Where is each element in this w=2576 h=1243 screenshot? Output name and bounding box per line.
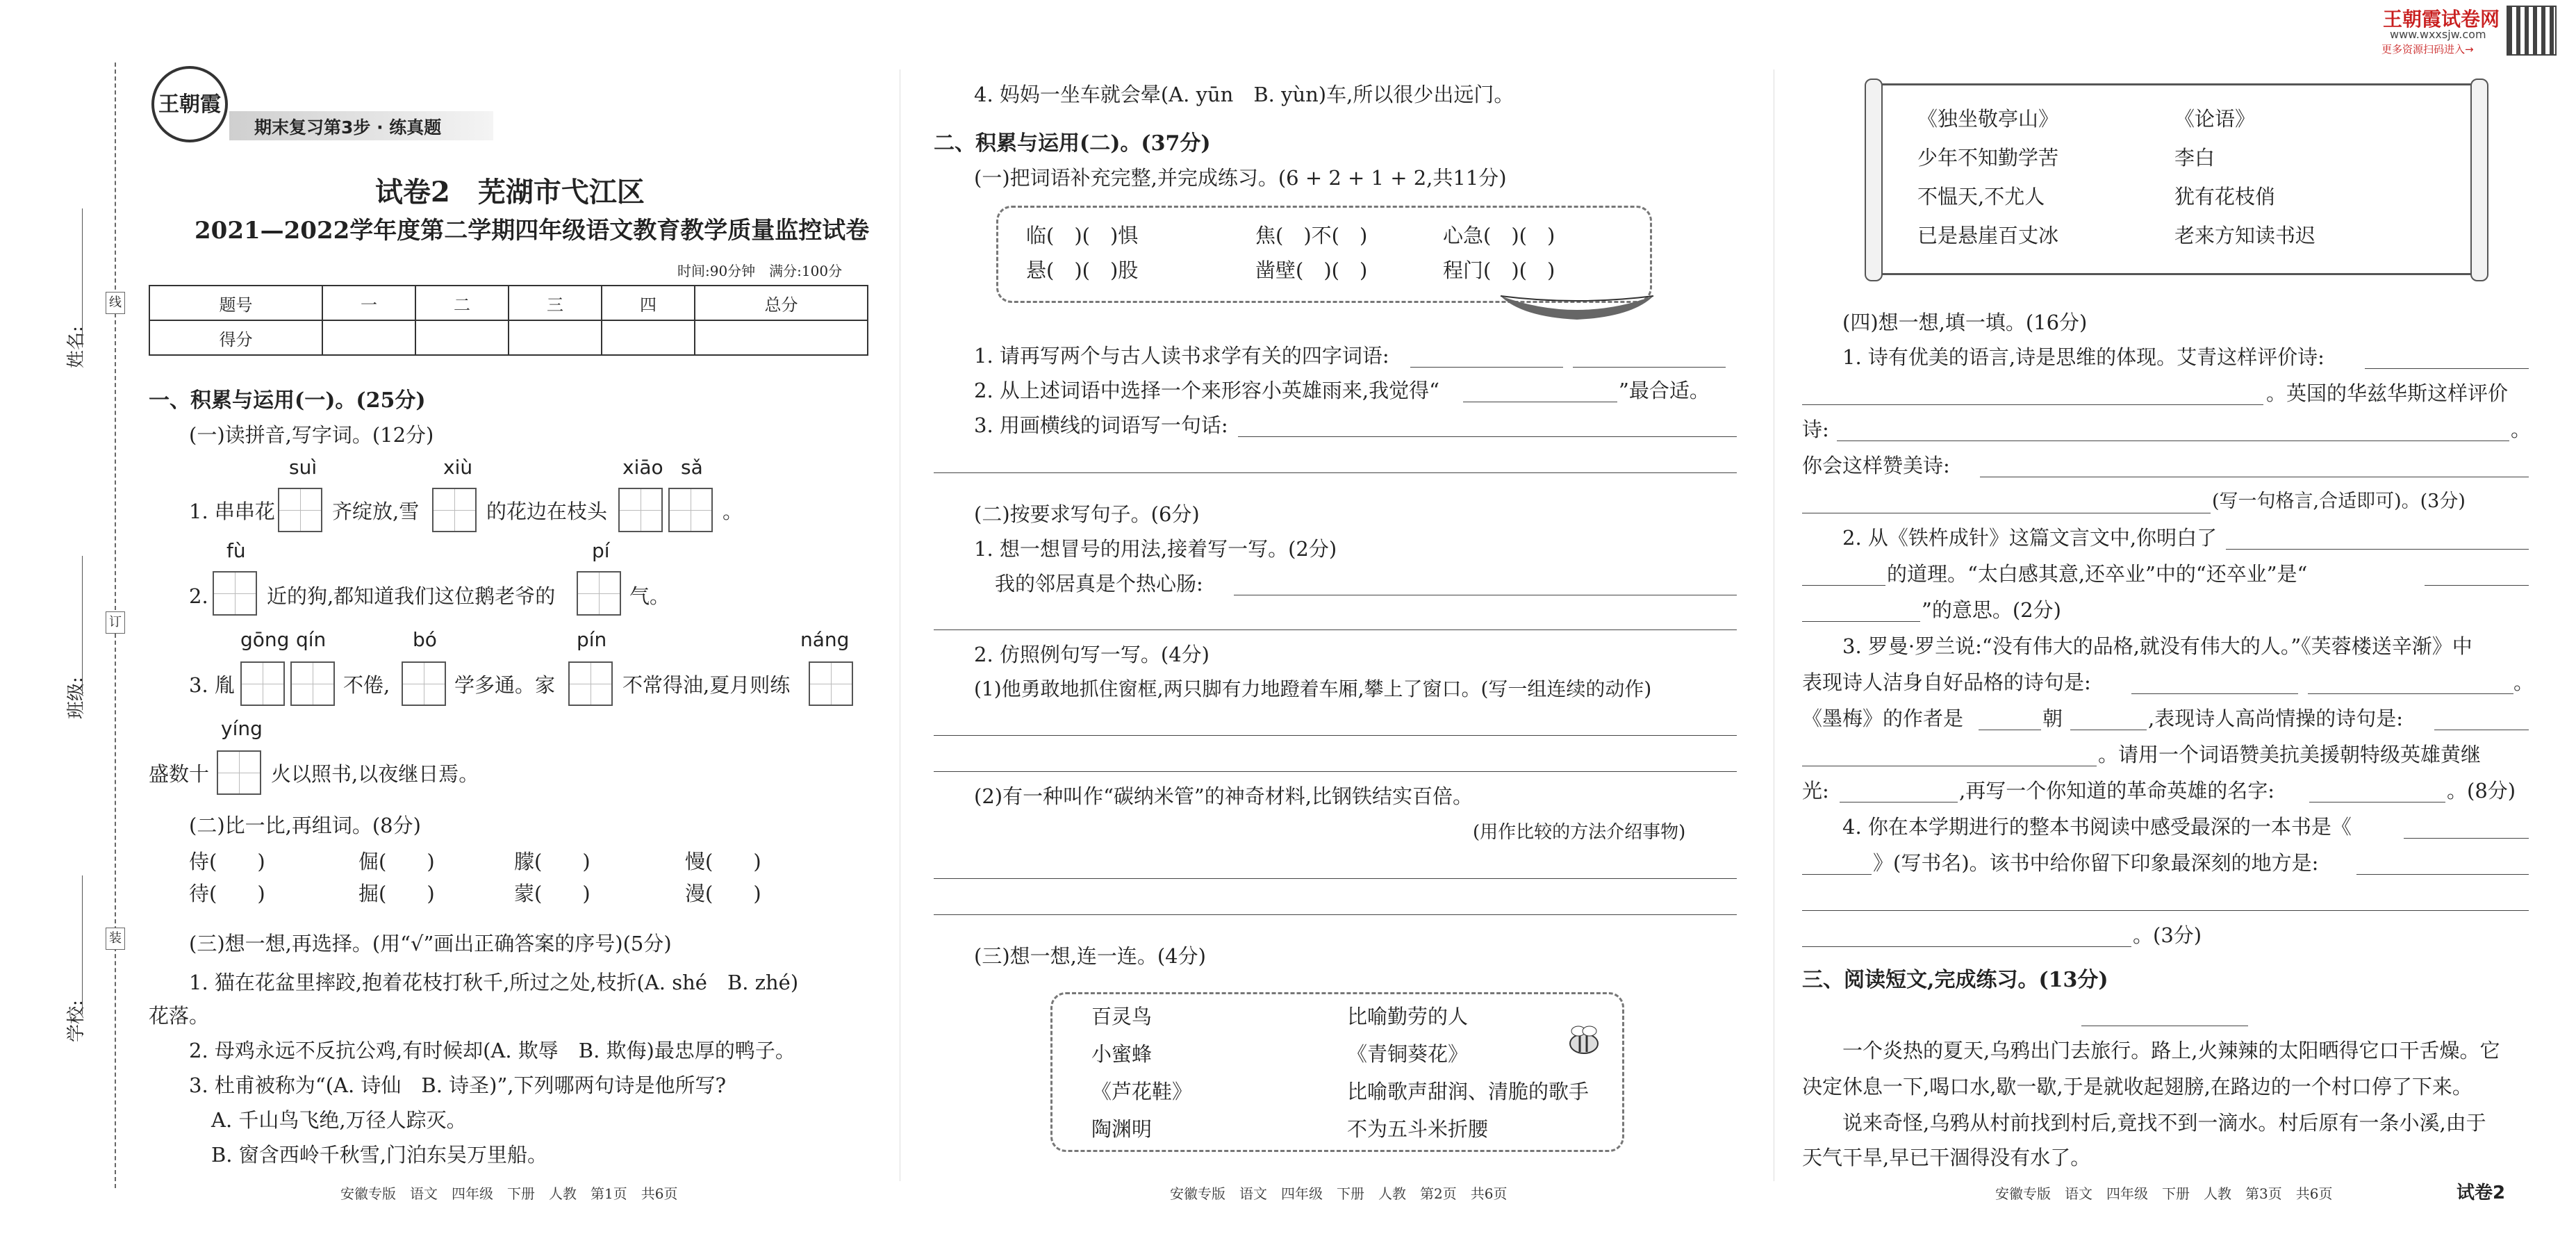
q1-line1-text: 的花边在枝头 [486, 500, 608, 523]
p3-q4-3f: ,表现诗人高尚情操的诗句是: [2148, 707, 2403, 730]
section2-title: 二、积累与运用(二)。(37分) [934, 131, 1211, 156]
char-box[interactable] [668, 488, 713, 532]
school-label: 学校: [66, 1000, 87, 1042]
brand-name: 王朝霞试卷网 [2383, 8, 2500, 31]
q1-line1-text: 1. 串串花 [189, 500, 275, 523]
pinyin: náng [800, 628, 850, 651]
answer-blank[interactable] [934, 914, 1737, 915]
banner-text: 期末复习第3步 · 练真题 [254, 117, 442, 138]
answer-blank[interactable] [1802, 946, 2131, 947]
pinyin: suì [289, 456, 317, 479]
section1-title: 一、积累与运用(一)。(25分) [149, 388, 426, 413]
answer-blank[interactable] [2365, 368, 2529, 369]
answer-blank[interactable] [1802, 874, 1872, 875]
score-table [149, 285, 868, 356]
char-box[interactable] [568, 661, 613, 706]
scroll-left-item[interactable]: 不愠天,不尤人 [1917, 185, 2045, 208]
page-footer: 安徽专版 语文 四年级 下册 人教 第2页 共6页 [1170, 1185, 1508, 1202]
q3-option: A. 千山鸟飞绝,万径人踪灭。 [211, 1108, 467, 1132]
q1-line3-text: 不常得油,夏月则练 [622, 673, 791, 697]
reading-paragraph: 天气干旱,早已干涸得没有水了。 [1802, 1146, 2091, 1169]
p3-q4-2a: 2. 从《铁杵成针》这篇文言文中,你明白了 [1842, 526, 2218, 550]
q3-title: (三)想一想,再选择。(用“√”画出正确答案的序号)(5分) [189, 932, 672, 955]
q3-item: 花落。 [149, 1004, 210, 1028]
compare-item: 朦( ) [514, 850, 591, 873]
scroll-left-item[interactable]: 已是悬崖百丈冰 [1917, 224, 2059, 247]
reading-paragraph: 说来奇怪,乌鸦从村前找到村后,竟找不到一滴水。村后原有一条小溪,由于 [1842, 1111, 2486, 1135]
p3-q4-1b: 。英国的华兹华斯这样评价 [2266, 381, 2509, 405]
idiom: 程门( )( ) [1443, 258, 1555, 282]
char-box[interactable] [432, 488, 477, 532]
seal-mark-zhuang: 装 [106, 928, 125, 950]
pinyin: bó [413, 628, 437, 651]
compare-item: 倔( ) [358, 850, 435, 873]
score-cell[interactable] [322, 320, 415, 355]
p2-q1-1: 1. 请再写两个与古人读书求学有关的四字词语: [974, 344, 1389, 368]
brand-url: www.wxxsjw.com [2390, 28, 2486, 41]
q1-line2-text: 近的狗,都知道我们这位鹅老爷的 [267, 584, 556, 608]
p3-q4-1f: (写一句格言,合适即可)。(3分) [2212, 491, 2466, 512]
section3-title: 三、阅读短文,完成练习。(13分) [1802, 968, 2108, 992]
compare-item: 侍( ) [189, 850, 265, 873]
p3-q4-3h: 光: [1802, 779, 1829, 802]
pinyin: yíng [221, 717, 263, 740]
logo-text: 王朝霞 [158, 92, 221, 117]
char-box[interactable] [402, 661, 446, 706]
answer-blank[interactable] [2356, 874, 2529, 875]
pinyin: xiāo [622, 456, 663, 479]
answer-blank[interactable] [1238, 436, 1737, 437]
answer-blank[interactable] [1802, 910, 2529, 911]
q1-line2-text: 气。 [629, 584, 670, 608]
scroll-right-item[interactable]: 《论语》 [2174, 107, 2256, 131]
idiom: 临( )( )惧 [1026, 224, 1139, 247]
q1-line1-text: 。 [723, 500, 743, 523]
match-left[interactable]: 小蜜蜂 [1091, 1042, 1153, 1066]
brand-sub: 更多资源扫码进入→ [2381, 43, 2474, 56]
idiom: 心急( )( ) [1443, 224, 1555, 247]
p2-q1-title: (一)把词语补充完整,并完成练习。(6 + 2 + 1 + 2,共11分) [974, 166, 1507, 190]
p2-q2-title: (二)按要求写句子。(6分) [974, 502, 1200, 526]
score-cell[interactable] [415, 320, 509, 355]
match-right[interactable]: 《青铜葵花》 [1347, 1042, 1469, 1066]
p3-q4-4a: 4. 你在本学期进行的整本书阅读中感受最深的一本书是《 [1842, 815, 2352, 839]
pinyin: xiù [443, 456, 473, 479]
p3-q4-3b: 表现诗人洁身自好品格的诗句是: [1802, 670, 2091, 694]
p2-q2-1: 1. 想一想冒号的用法,接着写一写。(2分) [974, 537, 1337, 561]
score-header: 总分 [695, 286, 868, 320]
p3-q4-1a: 1. 诗有优美的语言,诗是思维的体现。艾青这样评价诗: [1842, 345, 2325, 369]
pinyin: pí [592, 539, 610, 562]
p2-q1-2a: 2. 从上述词语中选择一个来形容小英雄雨来,我觉得“ [974, 379, 1439, 402]
q3-item: 1. 猫在花盆里摔跤,抱着花枝打秋千,所过之处,枝折(A. shé B. zhé) [189, 971, 799, 994]
pinyin: fù [226, 539, 246, 562]
page-tag: 试卷2 [2457, 1183, 2506, 1203]
scroll-right-item[interactable]: 犹有花枝俏 [2174, 185, 2276, 208]
answer-blank[interactable] [1802, 621, 1920, 622]
char-box[interactable] [240, 661, 285, 706]
idiom: 悬( )( )股 [1026, 258, 1139, 282]
compare-item: 漫( ) [685, 882, 761, 905]
match-left[interactable]: 陶渊明 [1091, 1117, 1153, 1141]
p3-q4-3i: ,再写一个你知道的革命英雄的名字: [1959, 779, 2274, 802]
answer-blank[interactable] [1802, 585, 1885, 586]
score-cell[interactable] [695, 320, 868, 355]
name-field[interactable] [82, 208, 83, 347]
char-box[interactable] [278, 488, 322, 532]
scroll-right-item[interactable]: 老来方知读书迟 [2174, 224, 2316, 247]
answer-blank[interactable] [2131, 693, 2298, 694]
compare-item: 掘( ) [358, 882, 435, 905]
match-right[interactable]: 比喻勤劳的人 [1347, 1005, 1469, 1028]
score-header: 四 [602, 286, 695, 320]
compare-item: 蒙( ) [514, 882, 591, 905]
answer-blank[interactable] [2226, 549, 2529, 550]
p2-q4: 4. 妈妈一坐车就会晕(A. yūn B. yùn)车,所以很少出远门。 [974, 83, 1514, 106]
exam-subtitle: 2021—2022学年度第二学期四年级语文教育教学质量监控试卷 [195, 217, 870, 245]
answer-blank[interactable] [2404, 838, 2529, 839]
match-box [1050, 992, 1624, 1152]
answer-blank[interactable] [2425, 585, 2529, 586]
class-label: 班级: [66, 677, 87, 719]
p3-q4-3c: 。 [2513, 670, 2534, 694]
q1-line4-text: 盛数十 [149, 762, 210, 786]
score-header: 题号 [149, 286, 322, 320]
score-header: 三 [509, 286, 602, 320]
p3-q4-1e: 你会这样赞美诗: [1802, 454, 1950, 477]
class-field[interactable] [82, 556, 83, 695]
score-header: 一 [322, 286, 415, 320]
q1-line3-text: 学多通。家 [454, 673, 556, 697]
q1-title: (一)读拼音,写字词。(12分) [189, 423, 434, 447]
answer-blank[interactable] [1573, 367, 1726, 368]
char-box[interactable] [618, 488, 663, 532]
answer-blank[interactable] [1410, 367, 1563, 368]
p3-q4-title: (四)想一想,填一填。(16分) [1842, 311, 2088, 334]
q1-line3-text: 不倦, [343, 673, 390, 697]
p2-q2-1s: 我的邻居真是个热心肠: [995, 572, 1203, 595]
match-right[interactable]: 不为五斗米折腰 [1347, 1117, 1489, 1141]
p2-q3-title: (三)想一想,连一连。(4分) [974, 944, 1206, 968]
boat-illustration [1494, 275, 1660, 331]
time-score: 时间:90分钟 满分:100分 [677, 263, 843, 279]
q1-line3-text: 3. 胤 [189, 673, 235, 697]
char-box[interactable] [809, 661, 853, 706]
p3-q4-3g: 。请用一个词语赞美抗美援朝特级英雄黄继 [2098, 743, 2482, 766]
poem-scroll [1876, 83, 2473, 275]
q3-option: B. 窗含西岭千秋雪,门泊东吴万里船。 [211, 1143, 547, 1167]
q3-item: 3. 杜甫被称为“(A. 诗仙 B. 诗圣)”,下列哪两句诗是他所写? [189, 1073, 727, 1097]
name-label: 姓名: [66, 326, 87, 368]
char-box[interactable] [213, 571, 257, 616]
pinyin: sǎ [681, 456, 703, 479]
p3-q4-1c: 诗: [1802, 418, 1829, 441]
page-footer: 安徽专版 语文 四年级 下册 人教 第3页 共6页 [1995, 1185, 2333, 1202]
p3-q4-4c: 。(3分) [2133, 923, 2202, 947]
scroll-right-item[interactable]: 李白 [2174, 146, 2215, 170]
exam-title: 试卷2 芜湖市弋江区 [375, 176, 645, 208]
match-left[interactable]: 《芦花鞋》 [1091, 1080, 1193, 1103]
answer-blank[interactable] [934, 771, 1737, 772]
p3-q4-3a: 3. 罗曼·罗兰说:“没有伟大的品格,就没有伟大的人。”《芙蓉楼送辛渐》中 [1842, 634, 2472, 658]
answer-blank[interactable] [1802, 404, 2263, 405]
pinyin: pín [577, 628, 607, 651]
compare-item: 慢( ) [685, 850, 761, 873]
char-box[interactable] [290, 661, 335, 706]
q1-line4-text: 火以照书,以夜继日焉。 [271, 762, 479, 786]
seal-mark-line: 线 [106, 292, 125, 314]
compare-item: 待( ) [189, 882, 265, 905]
p2-q1-3: 3. 用画横线的词语写一句话: [974, 413, 1228, 437]
answer-blank[interactable] [2308, 693, 2513, 694]
q1-line1-text: 齐绽放,雪 [332, 500, 420, 523]
char-box[interactable] [217, 750, 261, 795]
p3-q4-4b: 》(写书名)。该书中给你留下印象最深刻的地方是: [1873, 851, 2319, 875]
char-box[interactable] [577, 571, 621, 616]
p3-q4-3e: 朝 [2042, 707, 2063, 730]
p3-q4-3d: 《墨梅》的作者是 [1802, 707, 1964, 730]
p2-q2-2b: (2)有一种叫作“碳纳米管”的神奇材料,比钢铁结实百倍。 [974, 784, 1473, 808]
scroll-roller-left [1865, 79, 1883, 281]
q2-title: (二)比一比,再组词。(8分) [189, 814, 421, 837]
score-header: 二 [415, 286, 509, 320]
score-cell[interactable] [509, 320, 602, 355]
scroll-left-item[interactable]: 少年不知勤学苦 [1917, 146, 2059, 170]
p3-q4-3j: 。(8分) [2447, 779, 2516, 802]
p2-q2-2: 2. 仿照例句写一写。(4分) [974, 643, 1209, 666]
banner [229, 111, 493, 140]
answer-blank[interactable] [934, 735, 1737, 736]
school-field[interactable] [82, 875, 83, 1014]
p3-q4-2c: ”的意思。(2分) [1922, 598, 2061, 622]
q3-item: 2. 母鸡永远不反抗公鸡,有时候却(A. 欺辱 B. 欺侮)最忠厚的鸭子。 [189, 1039, 795, 1062]
p2-q2-2b-note: (用作比较的方法介绍事物) [1473, 822, 1686, 843]
score-cell[interactable] [602, 320, 695, 355]
p3-q4-1d: 。 [2511, 418, 2532, 441]
qr-code-icon [2507, 6, 2557, 56]
match-left[interactable]: 百灵鸟 [1091, 1005, 1153, 1028]
idiom: 焦( )不( ) [1255, 224, 1368, 247]
reading-paragraph: 决定休息一下,喝口水,歇一歇,于是就收起翅膀,在路边的一个村口停了下来。 [1802, 1075, 2472, 1098]
answer-blank[interactable] [934, 629, 1737, 630]
logo [151, 66, 228, 142]
seal-mark-ding: 订 [106, 611, 125, 634]
idiom: 凿壁( )( ) [1255, 258, 1368, 282]
scroll-roller-right [2470, 79, 2488, 281]
scroll-left-item[interactable]: 《独坐敬亭山》 [1917, 107, 2059, 131]
answer-blank[interactable] [934, 472, 1737, 473]
page-footer: 安徽专版 语文 四年级 下册 人教 第1页 共6页 [340, 1185, 678, 1202]
p2-q1-2b: ”最合适。 [1619, 379, 1710, 402]
match-right[interactable]: 比喻歌声甜润、清脆的歌手 [1347, 1080, 1590, 1103]
p2-q2-2a: (1)他勇敢地抓住窗框,两只脚有力地蹬着车厢,攀上了窗口。(写一组连续的动作) [974, 677, 1652, 700]
reading-paragraph: 一个炎热的夏天,乌鸦出门去旅行。路上,火辣辣的太阳晒得它口干舌燥。它 [1842, 1039, 2500, 1062]
answer-blank[interactable] [934, 878, 1737, 879]
pinyin: qín [296, 628, 327, 651]
score-row-label: 得分 [149, 320, 322, 355]
q1-line2-text: 2. [189, 584, 208, 608]
pinyin: gōng [240, 628, 290, 651]
p3-q4-2b: 的道理。“太白感其意,还卒业”中的“还卒业”是“ [1887, 562, 2308, 586]
bee-icon [1562, 1021, 1606, 1060]
